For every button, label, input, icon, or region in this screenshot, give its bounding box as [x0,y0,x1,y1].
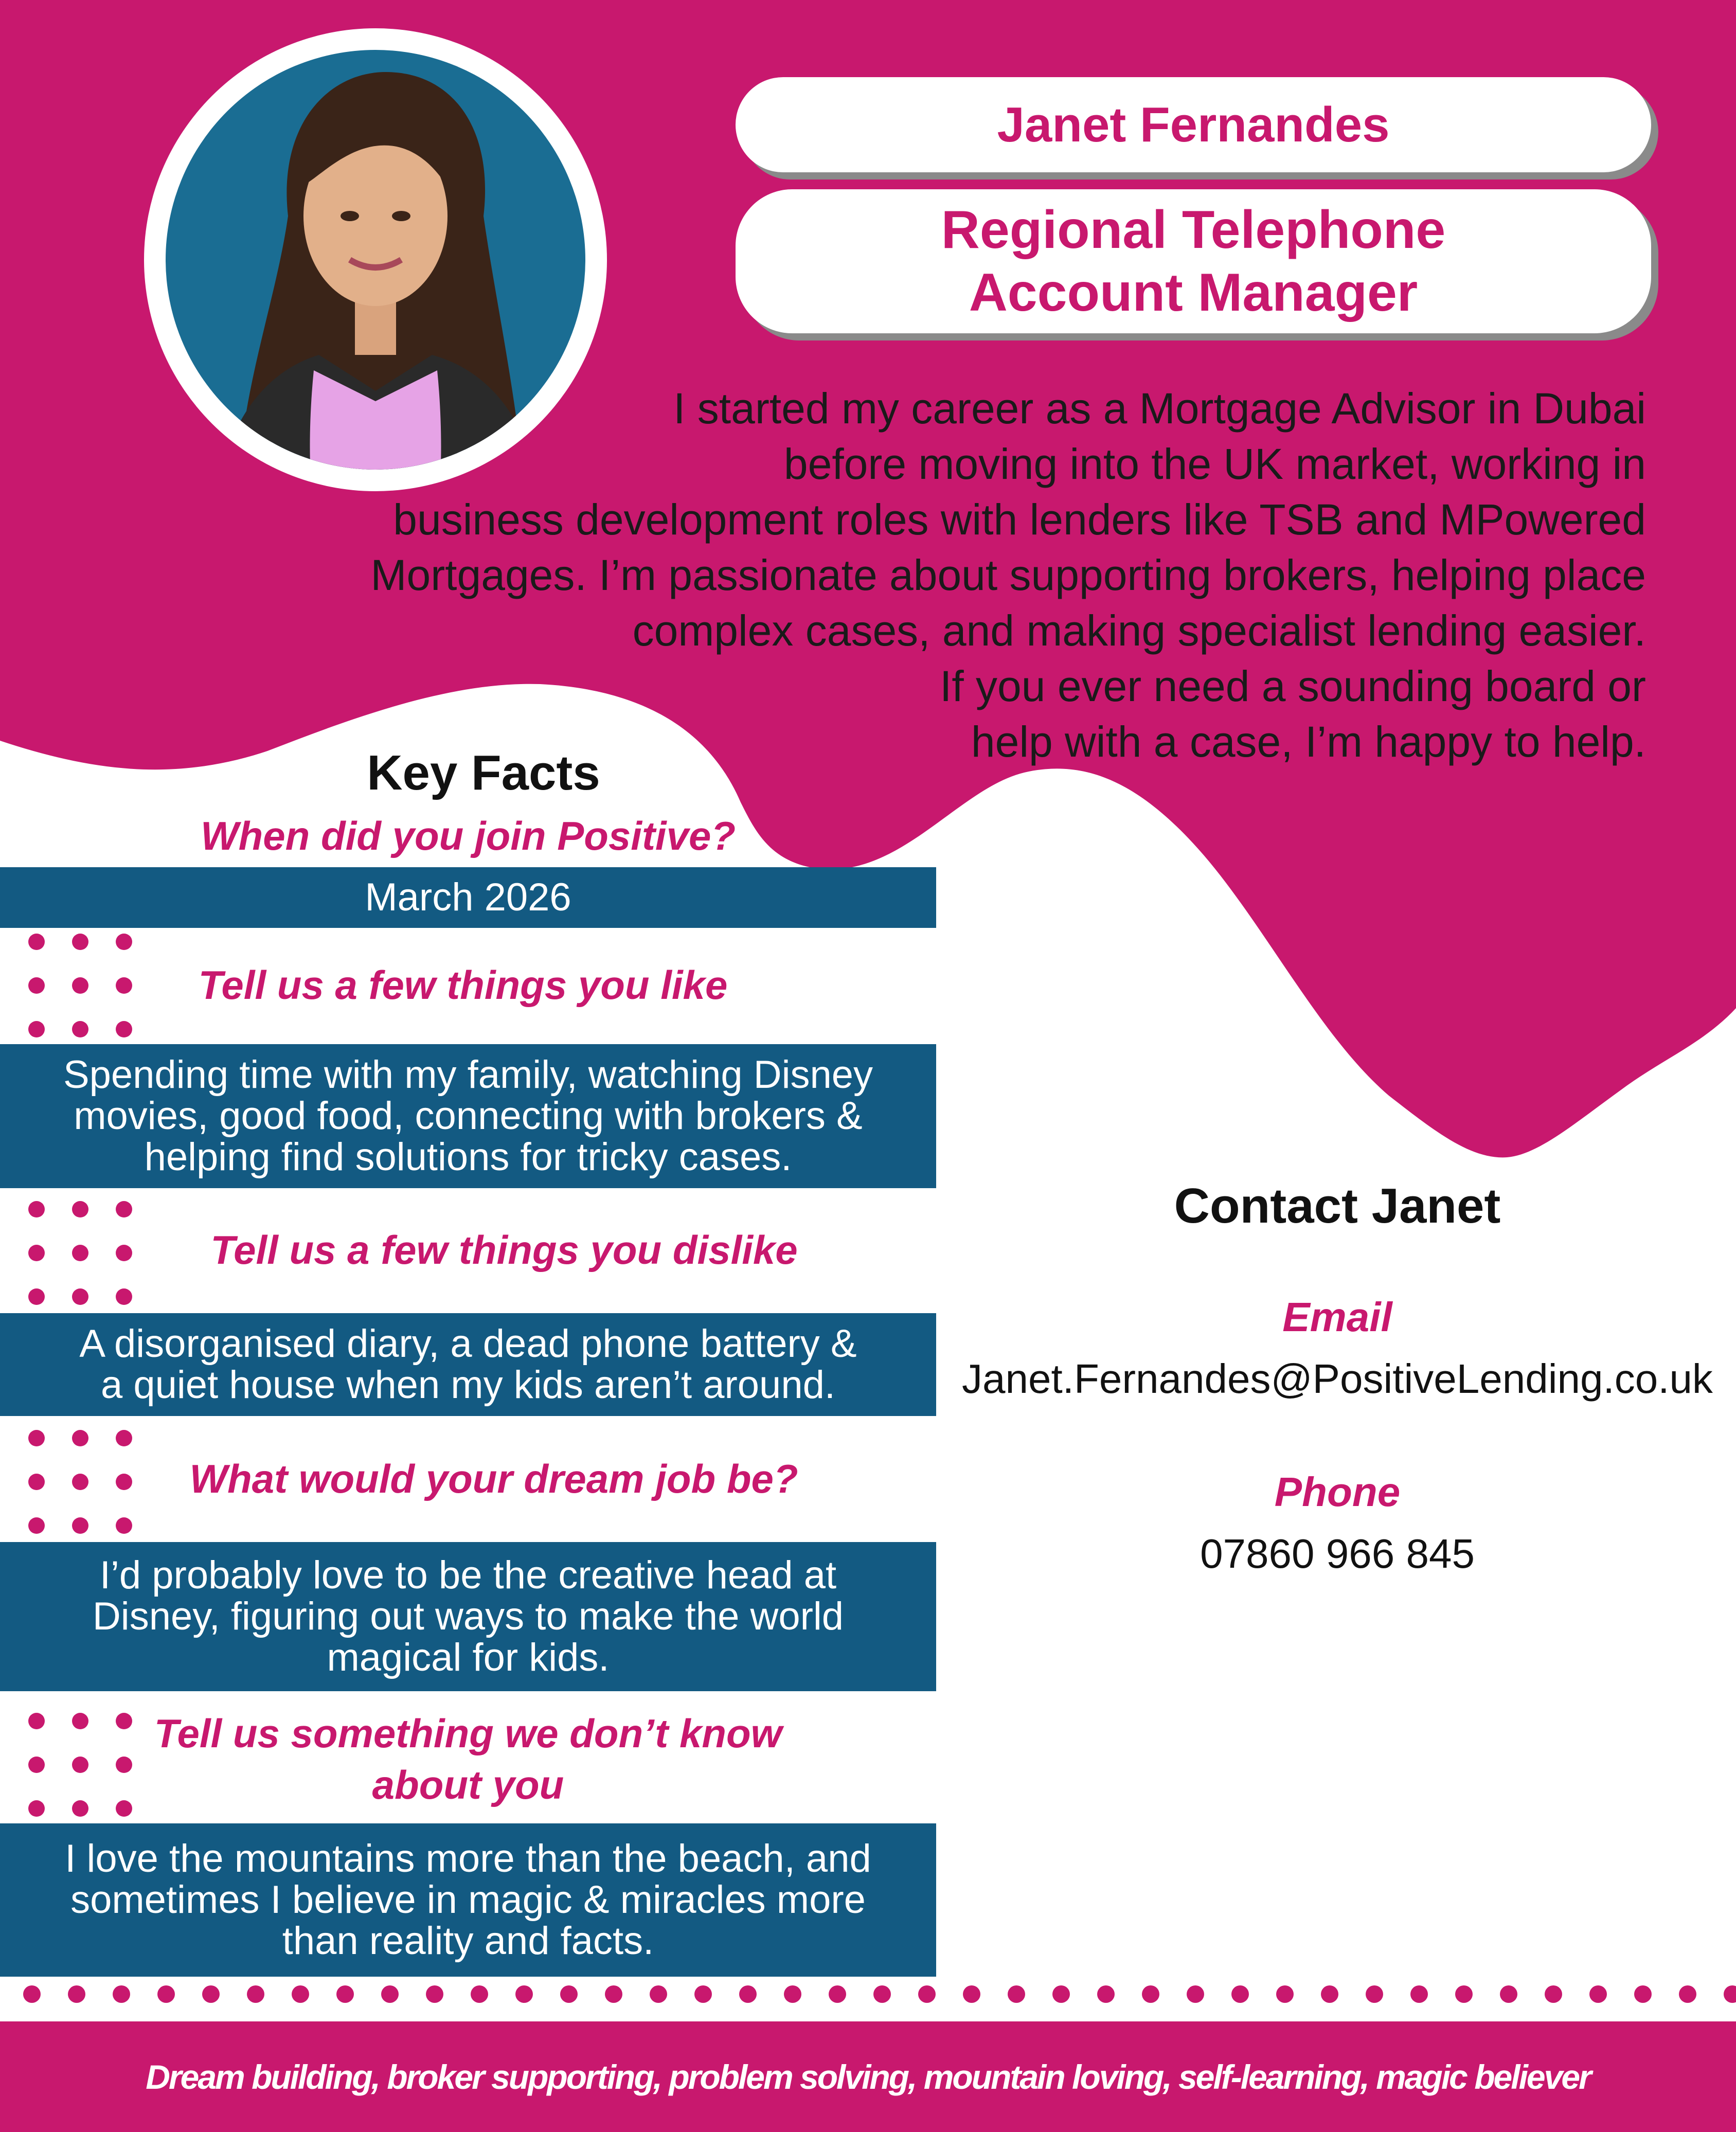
divider-dot [560,1985,578,2003]
answer-unknown [0,1823,936,1977]
divider-dot [1589,1985,1607,2003]
divider-dot [918,1985,936,2003]
answer-line: Spending time with my family, watching Disney [63,1053,873,1097]
divider-dot [157,1985,175,2003]
divider-dot [113,1985,130,2003]
answer-line: I’d probably love to be the creative head at [99,1553,837,1597]
answer-join [0,867,936,928]
divider-dot [68,1985,85,2003]
email-link[interactable]: Janet.Fernandes@PositiveLending.co.uk [962,1356,1713,1402]
bio-line: complex cases, and making specialist lending easier. [632,606,1646,655]
bio-line: Mortgages. I’m passionate about supporting brokers, helping place [370,551,1646,599]
divider-dot [873,1985,891,2003]
question-unknown [134,1708,802,1811]
answer-line: Disney, figuring out ways to make the world [92,1594,844,1638]
divider-dot [829,1985,846,2003]
answer-line: a quiet house when my kids aren’t around. [101,1363,835,1407]
dots-decoration [28,1713,131,1816]
answer-line: sometimes I believe in magic & miracles more [70,1878,866,1922]
divider-dot [1679,1985,1696,2003]
divider-dot [1142,1985,1159,2003]
divider-dot [1052,1985,1070,2003]
divider-dot [1410,1985,1428,2003]
answer-line: I love the mountains more than the beach, and [65,1837,871,1880]
answer-line: A disorganised diary, a dead phone battery & [79,1322,857,1366]
answer-dream-job [0,1542,936,1691]
question-likes: Tell us a few things you like [198,962,728,1008]
role-line-2: Account Manager [969,263,1418,323]
question-join: When did you join Positive? [200,813,736,858]
email-label: Email [1282,1294,1392,1340]
answer-dislikes [0,1313,936,1416]
key-facts-title: Key Facts [367,745,600,800]
divider-dot [1724,1985,1736,2003]
divider-dot [23,1985,41,2003]
dot-divider [0,1985,1736,2006]
footer-tagline: Dream building, broker supporting, problem solving, mountain loving, self-learning, magic believer [146,2057,1590,2096]
answer-line: March 2026 [365,875,571,919]
answer-line: movies, good food, connecting with brokers & [74,1094,863,1138]
divider-dot [292,1985,309,2003]
divider-dot [1634,1985,1652,2003]
divider-dot [784,1985,801,2003]
bio-line: help with a case, I’m happy to help. [971,718,1646,766]
role-line-1: Regional Telephone [941,200,1446,260]
bio-line: business development roles with lenders like TSB and MPowered [393,495,1646,544]
divider-dot [471,1985,488,2003]
bio-line: If you ever need a sounding board or [940,662,1646,710]
phone-label: Phone [1274,1469,1401,1515]
dots-decoration [28,1201,131,1304]
divider-dot [1321,1985,1338,2003]
divider-dot [1455,1985,1473,2003]
bio-line: I started my career as a Mortgage Advisor in Dubai [673,384,1646,433]
dots-decoration [28,934,131,1036]
divider-dot [1097,1985,1115,2003]
divider-dot [1231,1985,1249,2003]
divider-dot [650,1985,667,2003]
divider-dot [515,1985,533,2003]
footer-band [0,2021,1736,2132]
divider-dot [336,1985,354,2003]
role-pill [736,189,1651,333]
divider-dot [1008,1985,1025,2003]
divider-dot [381,1985,399,2003]
bio-line: before moving into the UK market, working in [783,440,1646,488]
person-name: Janet Fernandes [997,97,1390,152]
dots-decoration [28,1430,131,1533]
divider-dot [694,1985,712,2003]
question-dislikes: Tell us a few things you dislike [210,1227,798,1273]
divider-dot [739,1985,757,2003]
question-line: about you [372,1762,564,1807]
divider-dot [1187,1985,1204,2003]
divider-dot [202,1985,220,2003]
divider-dot [426,1985,443,2003]
contact-title: Contact Janet [1174,1178,1501,1233]
question-dream-job: What would your dream job be? [189,1456,798,1501]
answer-line: magical for kids. [327,1636,610,1679]
question-line: Tell us something we don’t know [154,1711,782,1756]
divider-dot [605,1985,622,2003]
divider-dot [247,1985,264,2003]
divider-dot [1366,1985,1383,2003]
divider-dot [1500,1985,1517,2003]
bio-text [216,381,1646,769]
name-pill [736,77,1651,172]
answer-line: helping find solutions for tricky cases. [144,1135,792,1179]
divider-dot [1276,1985,1294,2003]
phone-number[interactable]: 07860 966 845 [1200,1531,1475,1576]
answer-line: than reality and facts. [282,1919,654,1963]
divider-dot [963,1985,980,2003]
divider-dot [1545,1985,1562,2003]
answer-likes [0,1044,936,1188]
